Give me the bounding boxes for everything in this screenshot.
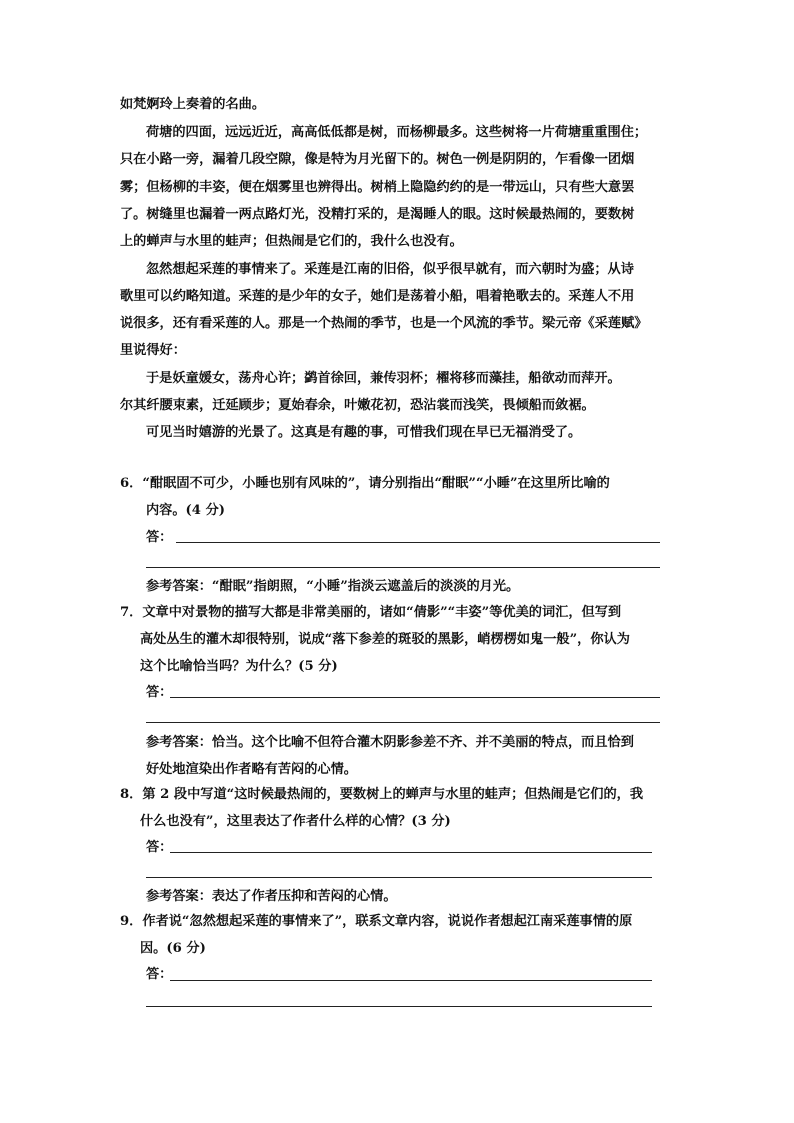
passage-line: 尔其纤腰束素，迁延顾步；夏始春余，叶嫩花初，恐沾裳而浅笑，畏倾船而敛裾。 bbox=[120, 398, 595, 413]
passage-line: 如梵婀玲上奏着的名曲。 bbox=[120, 97, 266, 112]
question-8-text: 什么也没有”，这里表达了作者什么样的心情？(3 分) bbox=[140, 814, 451, 829]
question-6-text: 6．“酣眠固不可少，小睡也别有风味的”，请分别指出“酣眠”“小睡”在这里所比喻的 bbox=[120, 476, 610, 491]
answer-line[interactable] bbox=[146, 877, 652, 878]
question-6-text: 内容。(4 分) bbox=[146, 503, 225, 518]
passage-line: 只在小路一旁，漏着几段空隙，像是特为月光留下的。树色一例是阴阴的，乍看像一团烟 bbox=[120, 152, 635, 167]
question-7-text: 高处丛生的灌木却很特别，说成“落下参差的斑驳的黑影，峭楞楞如鬼一般”，你认为 bbox=[140, 632, 630, 647]
answer-line[interactable] bbox=[170, 852, 652, 853]
passage-line: 上的蝉声与水里的蛙声；但热闹是它们的，我什么也没有。 bbox=[120, 234, 463, 249]
answer-line[interactable] bbox=[170, 697, 660, 698]
passage-line: 歌里可以约略知道。采莲的是少年的女子，她们是荡着小船，唱着艳歌去的。采莲人不用 bbox=[120, 289, 635, 304]
answer-line[interactable] bbox=[176, 542, 660, 543]
answer-line[interactable] bbox=[146, 567, 660, 568]
answer-label: 答： bbox=[146, 840, 173, 855]
passage-line: 忽然想起采莲的事情来了。采莲是江南的旧俗，似乎很早就有，而六朝时为盛；从诗 bbox=[146, 262, 634, 277]
passage-line: 可见当时嬉游的光景了。这真是有趣的事，可惜我们现在早已无福消受了。 bbox=[146, 425, 582, 440]
reference-answer: 参考答案：恰当。这个比喻不但符合灌木阴影参差不齐、并不美丽的特点，而且恰到 bbox=[146, 735, 634, 750]
question-7-text: 这个比喻恰当吗？为什么？(5 分) bbox=[140, 659, 338, 674]
question-8-text: 8．第 2 段中写道“这时候最热闹的，要数树上的蝉声与水里的蛙声；但热闹是它们的，我 bbox=[120, 787, 644, 802]
passage-line: 荷塘的四面，远远近近，高高低低都是树，而杨柳最多。这些树将一片荷塘重重围住； bbox=[146, 125, 648, 140]
passage-line: 雾；但杨柳的丰姿，便在烟雾里也辨得出。树梢上隐隐约约的是一带远山，只有些大意罢 bbox=[120, 180, 635, 195]
answer-label: 答： bbox=[146, 530, 173, 545]
passage-line: 于是妖童媛女，荡舟心许；鹢首徐回，兼传羽杯；櫂将移而藻挂，船欲动而萍开。 bbox=[146, 371, 621, 386]
question-9-text: 因。(6 分) bbox=[140, 941, 206, 956]
reference-answer: 好处地渲染出作者略有苦闷的心情。 bbox=[146, 762, 357, 777]
answer-line[interactable] bbox=[146, 1006, 652, 1007]
answer-label: 答： bbox=[146, 967, 173, 982]
reference-answer: 参考答案：表达了作者压抑和苦闷的心情。 bbox=[146, 889, 397, 904]
question-9-text: 9．作者说“忽然想起采莲的事情来了”，联系文章内容，说说作者想起江南采莲事情的原 bbox=[120, 914, 633, 929]
passage-line: 说很多，还有看采莲的人。那是一个热闹的季节，也是一个风流的季节。梁元帝《采莲赋》 bbox=[120, 316, 648, 331]
passage-line: 里说得好： bbox=[120, 343, 186, 358]
answer-line[interactable] bbox=[146, 722, 660, 723]
question-7-text: 7．文章中对景物的描写大都是非常美丽的，诸如“倩影”“丰姿”等优美的词汇，但写到 bbox=[120, 605, 622, 620]
passage-line: 了。树缝里也漏着一两点路灯光，没精打采的，是渴睡人的眼。这时候最热闹的，要数树 bbox=[120, 207, 635, 222]
answer-label: 答： bbox=[146, 685, 173, 700]
answer-line[interactable] bbox=[170, 980, 652, 981]
reference-answer: 参考答案：“酣眠”指朗照，“小睡”指淡云遮盖后的淡淡的月光。 bbox=[146, 579, 520, 594]
